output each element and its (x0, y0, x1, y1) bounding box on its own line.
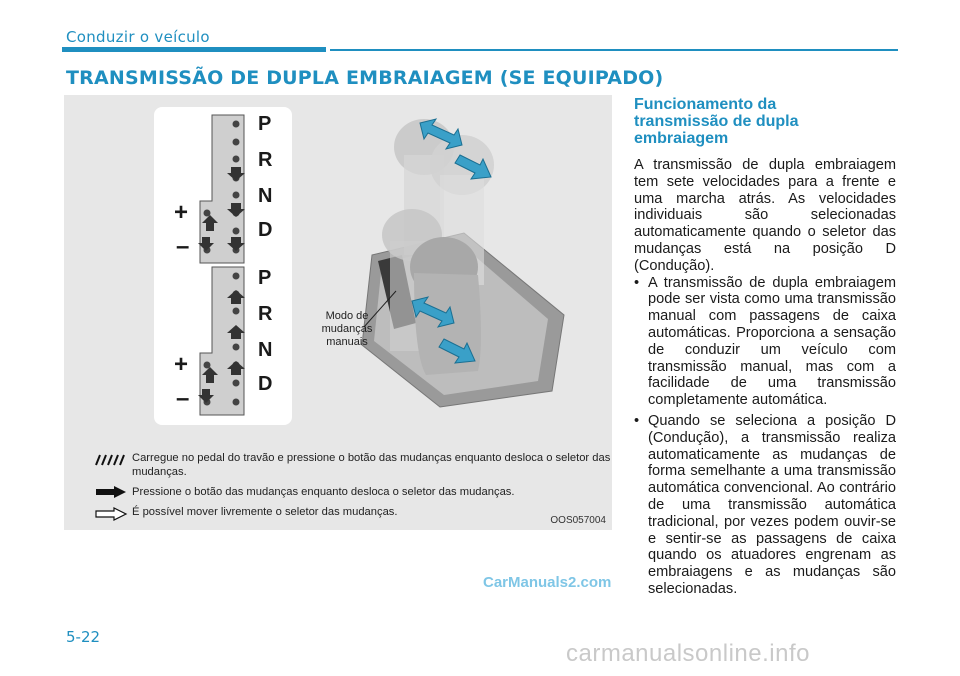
figure-code: OOS057004 (550, 515, 606, 526)
content-column (634, 96, 896, 598)
gate-letter-top-n: N (258, 185, 273, 207)
header-rule-thin (330, 49, 898, 51)
page-title: TRANSMISSÃO DE DUPLA EMBRAIAGEM (SE EQUIPADO) (66, 67, 664, 89)
gate-letter-top-r: R (258, 149, 273, 171)
legend-text-2: Pressione o botão das mudanças enquanto desloca o seletor das mudanças. (132, 486, 515, 498)
gate-plus-top: + (174, 199, 189, 226)
bullet-item-2 (634, 413, 896, 598)
watermark-carmanuals2[interactable]: CarManuals2.com (483, 574, 612, 591)
gate-minus-bottom: – (176, 385, 190, 412)
section-label: Conduzir o veículo (66, 28, 210, 46)
watermark-carmanualsonline[interactable]: carmanualsonline.info (566, 640, 810, 667)
bullet-text-1: A transmissão de dupla embraiagem pode ser vista como uma transmissão manual com passagens de caixa automáticas. Proporciona a sensação de conduzir um veículo com transmissão manual, mas com a facilidade de uma transmissão completamente automática. (648, 274, 896, 409)
section-subtitle: Funcionamento da transmissão de dupla embraiagem (634, 96, 799, 147)
gate-letter-bottom-d: D (258, 373, 273, 395)
legend-text-1: Carregue no pedal do travão e pressione o botão das mudanças enquanto desloca o seletor das mudanças. (132, 452, 611, 478)
gate-letter-top-d: D (258, 219, 273, 241)
bullet-item-1 (634, 275, 896, 409)
header-rule-thick (62, 47, 326, 52)
legend-item-2 (94, 485, 612, 499)
gate-letter-bottom-n: N (258, 339, 273, 361)
bullet-dot: • (634, 274, 640, 291)
legend-item-3 (94, 505, 612, 519)
gate-letter-bottom-p: P (258, 267, 272, 289)
bullet-dot: • (634, 412, 640, 429)
bullet-text-2: Quando se seleciona a posição D (Condução), a transmissão realiza automaticamente as mudanças de forma semelhante a uma transmissão automática convencional. Ao contrário de uma transmissão automática tradicional, por vezes podem ouvir-se e sentir-se as passagens de caixa quando os atuadores engrenam as embraiagens e as mudanças são selecionadas. (648, 412, 896, 597)
gate-letter-bottom-r: R (258, 303, 273, 325)
transmission-figure (64, 95, 612, 530)
legend-item-1 (94, 451, 612, 479)
gate-minus-top: – (176, 233, 190, 260)
intro-paragraph: A transmissão de dupla embraiagem tem sete velocidades para a frente e uma marcha atrás. As velocidades individuais são selecionadas automaticamente quando o seletor das mudanças está na posição D (Condução). (634, 157, 896, 274)
gate-letter-top-p: P (258, 113, 272, 135)
legend-text-3: É possível mover livremente o seletor das mudanças. (132, 506, 398, 518)
page-number: 5-22 (66, 628, 101, 646)
manual-mode-callout: Modo de mudanças manuais (321, 310, 373, 348)
gate-plus-bottom: + (174, 351, 189, 378)
